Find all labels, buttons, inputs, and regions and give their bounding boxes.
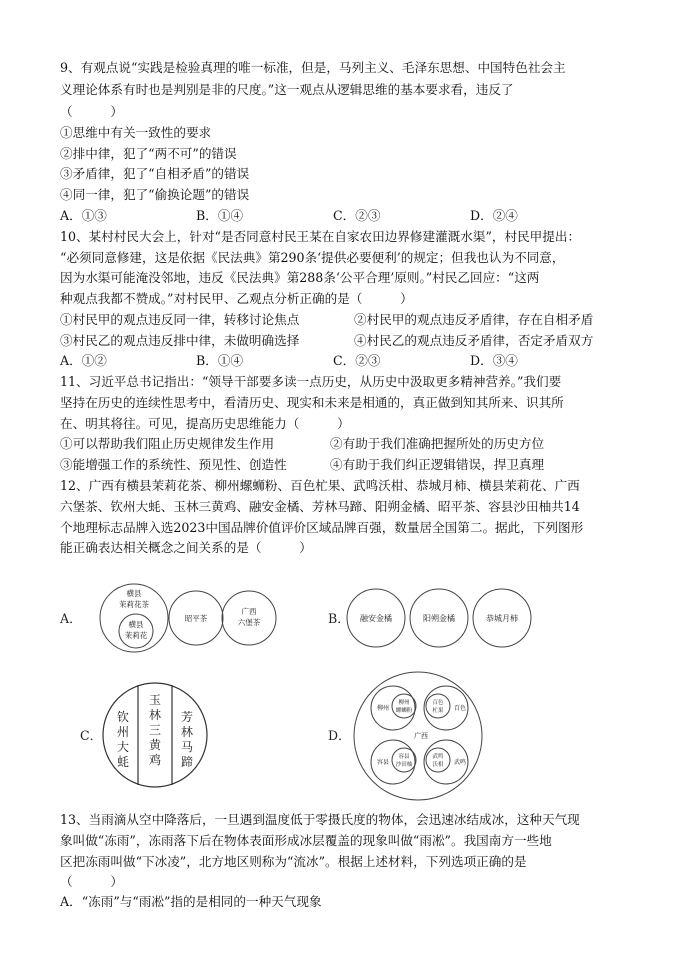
diagram-c-section-2-label <box>149 693 162 767</box>
q10-choice-1: ①村民甲的观点违反同一律，转移讨论焦点 <box>60 312 300 327</box>
q12-line-1: 12、广西有横县茉莉花茶、柳州螺蛳粉、百色杧果、武鸣沃柑、恭城月柿、横县茉莉花、广西 <box>60 478 580 493</box>
c-s3-char: 马 <box>180 740 194 754</box>
diagram-d[interactable] <box>328 672 482 800</box>
c-s2-char: 三 <box>148 723 162 737</box>
q9-line-7: ④同一律，犯了“偷换论题”的错误 <box>60 187 250 202</box>
diagram-d-b-inner-line-1: 百色 <box>432 700 444 706</box>
q12-line-4: 能正确表达相关概念之间关系的是（ ） <box>60 540 312 555</box>
q13-option-a: A．“冻雨”与“雨凇”指的是相同的一种天气现象 <box>60 894 322 909</box>
q10-choice-4: ④村民乙的观点违反矛盾律，否定矛盾双方 <box>354 333 594 348</box>
diagram-d-c-label: 容县 <box>376 759 390 766</box>
diagram-a-c2-label: 昭平茶 <box>184 614 208 623</box>
q13-line-2: 象叫做“冻雨”，冻雨落下后在物体表面形成冰层覆盖的现象叫做“雨凇”。我国南方一些地 <box>60 833 552 848</box>
q10-line-4: 种观点我都不赞成。”对村民甲、乙观点分析正确的是（ ） <box>60 291 413 306</box>
q10-option-d: D．③④ <box>470 353 518 368</box>
q9-line-5: ②排中律，犯了“两不可”的错误 <box>60 146 237 161</box>
c-s2-char: 鸡 <box>148 753 162 767</box>
q11-line-2: 坚持在历史的连续性思考中，看清历史、现实和未来是相通的，真正做到知其所来、识其所 <box>60 395 564 410</box>
c-s2-char: 黄 <box>148 738 162 752</box>
diagram-d-inner-a <box>392 694 416 718</box>
diagram-a-c1-line-1: 横县 <box>126 589 142 598</box>
diagram-d-a-inner-line-1: 柳州 <box>398 700 410 706</box>
c-s2-char: 玉 <box>148 693 162 707</box>
diagram-d-b-inner-line-2: 杧果 <box>432 708 444 714</box>
q9-line-6: ③矛盾律，犯了“自相矛盾”的错误 <box>60 166 250 181</box>
diagram-a-c3-line-2: 六堡茶 <box>237 618 261 627</box>
diagram-b-c2-label: 阳朔金橘 <box>423 614 455 623</box>
q10-choice-3: ③村民乙的观点违反排中律，未做明确选择 <box>60 333 300 348</box>
q10-choice-2: ②村民甲的观点违反矛盾律，存在自相矛盾 <box>354 312 594 327</box>
diagram-d-d-inner-line-2: 沃柑 <box>432 762 444 768</box>
q9-option-c: C．②③ <box>333 208 381 223</box>
diagram-d-inner-b <box>426 694 450 718</box>
q11-choice-4: ④有助于我们纠正逻辑错误，捍卫真理 <box>330 457 545 472</box>
q10-line-1: 10、某村村民大会上，针对“是否同意村民王某在自家农田边界修建灌溉水渠”，村民甲提出： <box>60 229 581 244</box>
diagram-a-c1-line-2: 茉莉花茶 <box>119 600 149 609</box>
diagram-a-letter: A． <box>60 611 82 626</box>
c-s1-char: 州 <box>116 725 130 739</box>
c-s3-char: 芳 <box>180 710 194 724</box>
q13-line-3: 区把冻雨叫做“下冰凌”，北方地区则称为“流冰”。根据上述材料，下列选项正确的是 <box>60 854 527 869</box>
diagram-b-letter: B． <box>328 611 350 626</box>
diagram-d-d-label: 武鸣 <box>453 759 467 766</box>
c-s1-char: 钦 <box>116 710 130 724</box>
diagram-d-b-label: 百色 <box>453 705 467 712</box>
q9-line-1: 9、有观点说“实践是检验真理的唯一标准，但是，马列主义、毛泽东思想、中国特色社会主 <box>60 60 566 75</box>
q10-line-3: 因为水渠可能淹没邻地，违反《民法典》第288条‘公平合理’原则。”村民乙回应：“这两 <box>60 270 540 285</box>
q9-option-d: D．②④ <box>470 208 518 223</box>
diagram-d-inner-d <box>426 748 450 772</box>
diagram-b-c3-label: 恭城月柿 <box>486 614 518 623</box>
c-s1-char: 蚝 <box>116 755 130 769</box>
diagram-d-outer-label: 广西 <box>414 732 428 740</box>
diagram-c-section-3-label <box>181 710 193 769</box>
q11-choice-2: ②有助于我们准确把握所处的历史方位 <box>330 436 545 451</box>
q11-choice-1: ①可以帮助我们阻止历史规律发生作用 <box>60 436 275 451</box>
q10-option-c: C．②③ <box>333 353 381 368</box>
diagram-a-c3-line-1: 广西 <box>241 607 257 616</box>
q9-option-a: A．①③ <box>60 208 107 223</box>
diagram-d-d-inner-line-1: 武鸣 <box>432 754 444 760</box>
q10-option-b: B．①④ <box>196 353 244 368</box>
q9-option-b: B．①④ <box>196 208 244 223</box>
q11-choice-3: ③能增强工作的系统性、预见性、创造性 <box>60 457 287 472</box>
c-s1-char: 大 <box>116 740 130 754</box>
diagram-a[interactable] <box>59 584 276 652</box>
q9-line-2: 义理论体系有时也是判别是非的尺度。”这一观点从逻辑思维的基本要求看，违反了 <box>60 82 514 97</box>
c-s3-char: 蹄 <box>180 755 194 769</box>
c-s2-char: 林 <box>148 708 162 722</box>
q11-line-1: 11、习近平总书记指出：“领导干部要多读一点历史，从历史中汲取更多精神营养。”我们要 <box>60 374 562 389</box>
diagram-d-c-inner-line-2: 沙田柚 <box>395 762 413 768</box>
diagram-c-section-1-label <box>117 710 129 769</box>
diagram-b-c1-label: 融安金橘 <box>360 614 392 623</box>
q11-line-3: 在、明其将往。可见，提高历史思维能力（ ） <box>60 416 350 431</box>
diagram-c-letter: C． <box>80 728 103 743</box>
diagram-d-a-inner-line-2: 螺蛳粉 <box>395 708 413 714</box>
diagram-d-a-label: 柳州 <box>376 705 390 712</box>
q13-line-1: 13、当雨滴从空中降落后，一旦遇到温度低于零摄氏度的物体，会迅速冰结成冰，这种天气现 <box>60 812 580 827</box>
diagram-a-inner-line-2: 茉莉花 <box>124 631 148 640</box>
q9-line-4: ①思维中有关一致性的要求 <box>60 125 212 140</box>
diagram-d-inner-c <box>392 748 416 772</box>
q12-line-3: 个地理标志品牌入选2023中国品牌价值评价区域品牌百强，数量居全国第二。据此，下列图形 <box>60 520 584 535</box>
diagram-b[interactable] <box>328 589 531 647</box>
diagram-c[interactable] <box>80 683 207 787</box>
c-s3-char: 林 <box>180 725 194 739</box>
diagram-d-c-inner-line-1: 容县 <box>398 754 410 760</box>
q13-line-4: （ ） <box>60 874 123 889</box>
q12-line-2: 六堡茶、钦州大蚝、玉林三黄鸡、融安金橘、芳林马蹄、阳朔金橘、昭平茶、容县沙田柚共14 <box>60 499 580 514</box>
diagram-a-inner-line-1: 横县 <box>128 620 144 629</box>
diagram-d-letter: D． <box>328 728 351 743</box>
q10-option-a: A．①② <box>60 353 107 368</box>
q9-line-3: （ ） <box>60 104 123 119</box>
q10-line-2: “必须同意修建，这是依据《民法典》第290条‘提供必要便利’的规定；但我也认为不同意， <box>60 250 565 265</box>
